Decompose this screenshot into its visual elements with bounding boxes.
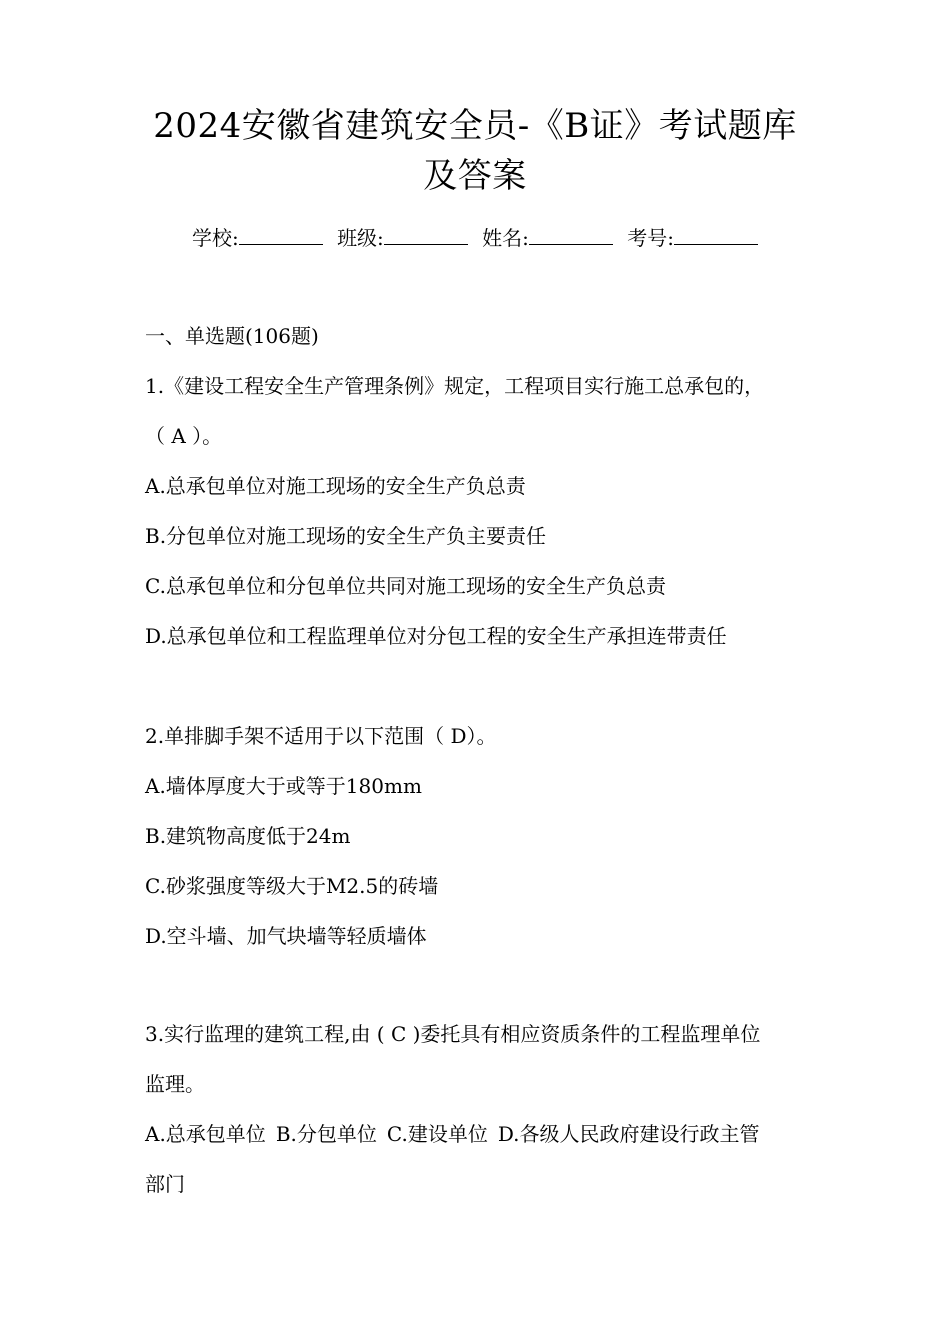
class-blank (384, 226, 468, 245)
school-label: 学校: (191, 226, 239, 250)
question-3-option-d: D.各级人民政府建设行政主管 (497, 1122, 760, 1146)
exam-number-field (627, 226, 758, 250)
class-label: 班级: (337, 226, 384, 250)
class-field (337, 226, 468, 250)
question-1-option-d: D.总承包单位和工程监理单位对分包工程的安全生产承担连带责任 (145, 624, 727, 648)
school-blank (239, 226, 323, 245)
document-title-line-2: 及答案 (423, 156, 527, 196)
question-3-stem-continued: 监理。 (145, 1072, 205, 1096)
name-field (482, 226, 613, 250)
question-1-option-c: C.总承包单位和分包单位共同对施工现场的安全生产负总责 (145, 574, 666, 598)
question-1-stem: 1.《建设工程安全生产管理条例》规定，工程项目实行施工总承包的， (145, 374, 765, 398)
name-blank (529, 226, 613, 245)
question-3-option-a: A.总承包单位 (145, 1122, 266, 1146)
question-3-option-d-continued: 部门 (145, 1172, 185, 1196)
question-2-stem: 2.单排脚手架不适用于以下范围（ D）。 (145, 724, 497, 748)
section-heading: 一、单选题(106题) (145, 324, 319, 348)
student-info-row (0, 226, 950, 250)
question-3-option-c: C.建设单位 (386, 1122, 488, 1146)
question-2-option-a: A.墙体厚度大于或等于180mm (145, 774, 422, 798)
question-3-option-b: B.分包单位 (275, 1122, 377, 1146)
exam-number-blank (674, 226, 758, 245)
school-field (192, 226, 323, 250)
name-label: 姓名: (482, 226, 529, 250)
exam-number-label: 考号: (627, 226, 675, 250)
question-2-option-b: B.建筑物高度低于24m (145, 824, 351, 848)
question-1-option-a: A.总承包单位对施工现场的安全生产负总责 (145, 474, 526, 498)
question-2-option-c: C.砂浆强度等级大于M2.5的砖墙 (145, 874, 439, 898)
question-1-option-b: B.分包单位对施工现场的安全生产负主要责任 (145, 524, 547, 548)
question-2-option-d: D.空斗墙、加气块墙等轻质墙体 (145, 924, 427, 948)
question-1-stem-continued: （ A ）。 (145, 424, 223, 448)
document-title-line-1: 2024安徽省建筑安全员-《B证》考试题库 (153, 106, 797, 146)
question-3-options-row (145, 1122, 825, 1146)
question-3-stem: 3.实行监理的建筑工程,由 ( C )委托具有相应资质条件的工程监理单位 (145, 1022, 761, 1046)
